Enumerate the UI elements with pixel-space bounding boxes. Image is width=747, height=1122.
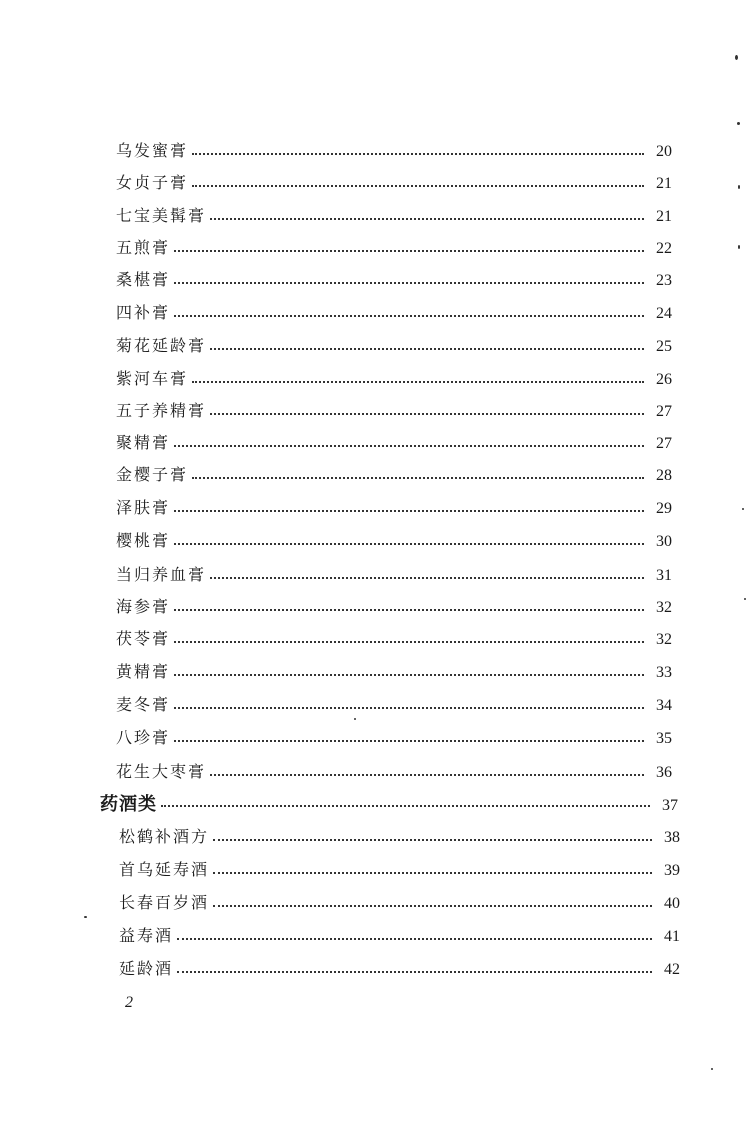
toc-entry (116, 333, 672, 359)
dot-leader (174, 707, 644, 709)
toc-entry-title: 八珍膏 (116, 728, 171, 747)
dot-leader (174, 250, 644, 252)
toc-entry (116, 562, 672, 588)
toc-entry-title: 乌发蜜膏 (116, 141, 189, 160)
toc-entry-page: 23 (656, 272, 672, 289)
toc-entry (119, 824, 680, 850)
toc-entry-page: 39 (664, 862, 680, 879)
toc-entry (119, 923, 680, 949)
dot-leader (174, 609, 644, 611)
toc-entry-title: 茯苓膏 (116, 629, 171, 648)
dot-leader (177, 971, 652, 973)
dot-leader (213, 872, 652, 874)
toc-entry-title: 松鹤补酒方 (119, 827, 210, 846)
toc-entry-page: 33 (656, 664, 672, 681)
toc-entry (116, 725, 672, 751)
toc-entry (116, 692, 672, 718)
dot-leader (210, 218, 644, 220)
dot-leader (174, 740, 644, 742)
scan-speck (735, 55, 738, 60)
toc-entry-title: 首乌延寿酒 (119, 860, 210, 879)
toc-section-title: 药酒类 (100, 794, 157, 815)
toc-entry-page: 31 (656, 567, 672, 584)
dot-leader (174, 641, 644, 643)
toc-entry-page: 36 (656, 764, 672, 781)
scan-speck (84, 916, 87, 918)
dot-leader (174, 282, 644, 284)
dot-leader (210, 413, 644, 415)
toc-entry-title: 桑椹膏 (116, 270, 171, 289)
dot-leader (174, 543, 644, 545)
toc-entry (116, 366, 672, 392)
toc-entry-title: 麦冬膏 (116, 695, 171, 714)
scan-speck (738, 245, 740, 249)
toc-entry-page: 26 (656, 371, 672, 388)
toc-entry-page: 25 (656, 338, 672, 355)
toc-entry-title: 海参膏 (116, 597, 171, 616)
dot-leader (210, 774, 644, 776)
toc-entry-page: 30 (656, 533, 672, 550)
toc-entry (116, 138, 672, 164)
dot-leader (213, 905, 652, 907)
toc-entry-page: 22 (656, 240, 672, 257)
dot-leader (192, 477, 644, 479)
dot-leader (174, 315, 644, 317)
toc-entry-page: 40 (664, 895, 680, 912)
scan-speck (711, 1068, 713, 1070)
dot-leader (210, 577, 644, 579)
dot-leader (174, 445, 644, 447)
toc-entry-title: 五煎膏 (116, 238, 171, 257)
toc-entry-page: 27 (656, 435, 672, 452)
toc-section-page: 37 (662, 797, 678, 814)
toc-entry-title: 紫河车膏 (116, 369, 189, 388)
toc-entry-page: 41 (664, 928, 680, 945)
dot-leader (177, 938, 652, 940)
toc-entry (116, 528, 672, 554)
toc-entry (116, 267, 672, 293)
toc-entry-title: 七宝美髯膏 (116, 206, 207, 225)
toc-entry (116, 759, 672, 785)
scan-speck (738, 185, 740, 189)
toc-entry-page: 32 (656, 631, 672, 648)
toc-entry (116, 398, 672, 424)
toc-entry (116, 626, 672, 652)
toc-entry-page: 27 (656, 403, 672, 420)
toc-section-heading (100, 790, 678, 816)
toc-entry (116, 495, 672, 521)
toc-entry-page: 29 (656, 500, 672, 517)
toc-entry-page: 28 (656, 467, 672, 484)
toc-entry-title: 女贞子膏 (116, 173, 189, 192)
toc-entry-page: 20 (656, 143, 672, 160)
toc-entry-page: 42 (664, 961, 680, 978)
scan-speck (354, 718, 356, 720)
toc-entry-title: 花生大枣膏 (116, 762, 207, 781)
dot-leader (210, 348, 644, 350)
toc-entry-title: 长春百岁酒 (119, 893, 210, 912)
toc-entry-page: 38 (664, 829, 680, 846)
scan-speck (742, 508, 744, 510)
toc-entry-title: 菊花延龄膏 (116, 336, 207, 355)
dot-leader (192, 153, 644, 155)
dot-leader (192, 381, 644, 383)
toc-entry-title: 益寿酒 (119, 926, 174, 945)
toc-entry (116, 235, 672, 261)
toc-entry (116, 170, 672, 196)
toc-entry (116, 594, 672, 620)
dot-leader (161, 805, 650, 807)
dot-leader (174, 510, 644, 512)
toc-entry (116, 203, 672, 229)
toc-entry-title: 延龄酒 (119, 959, 174, 978)
scan-speck (737, 122, 740, 125)
toc-entry-page: 35 (656, 730, 672, 747)
toc-entry (116, 300, 672, 326)
toc-entry-title: 樱桃膏 (116, 531, 171, 550)
toc-entry-page: 24 (656, 305, 672, 322)
dot-leader (192, 185, 644, 187)
toc-entry (119, 857, 680, 883)
toc-entry (119, 890, 680, 916)
toc-entry-page: 34 (656, 697, 672, 714)
dot-leader (213, 839, 652, 841)
toc-entry-title: 五子养精膏 (116, 401, 207, 420)
toc-entry-title: 四补膏 (116, 303, 171, 322)
dot-leader (174, 674, 644, 676)
scan-speck (744, 598, 746, 600)
toc-entry-title: 泽肤膏 (116, 498, 171, 517)
toc-entry-title: 当归养血膏 (116, 565, 207, 584)
toc-entry-title: 金樱子膏 (116, 465, 189, 484)
toc-entry-title: 聚精膏 (116, 433, 171, 452)
toc-entry (116, 462, 672, 488)
toc-entry (116, 430, 672, 456)
toc-entry (116, 659, 672, 685)
toc-entry (119, 956, 680, 982)
toc-entry-title: 黄精膏 (116, 662, 171, 681)
page-number: 2 (125, 994, 133, 1011)
toc-entry-page: 32 (656, 599, 672, 616)
toc-entry-page: 21 (656, 175, 672, 192)
toc-entry-page: 21 (656, 208, 672, 225)
